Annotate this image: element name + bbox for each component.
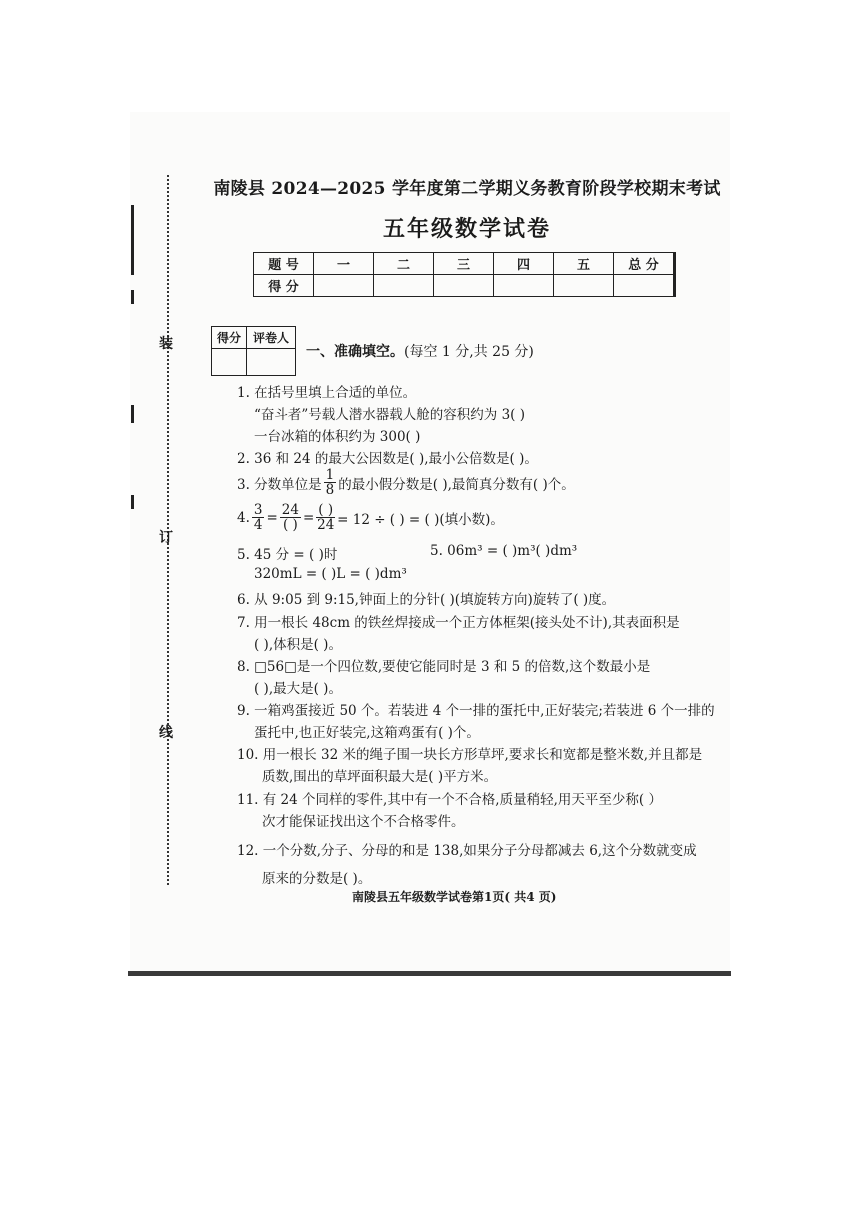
fraction-numerator: 24 <box>281 502 299 518</box>
question-9-line-2: 蛋托中,也正好装完,这箱鸡蛋有( )个。 <box>254 725 480 741</box>
question-12-line-1: 12. 一个分数,分子、分母的和是 138,如果分子分母都减去 6,这个分数就变成 <box>237 843 697 859</box>
score-cell-blank <box>434 275 494 297</box>
question-10-line-1: 10. 用一根长 32 米的绳子围一块长方形草坪,要求长和宽都是整米数,并且都是 <box>237 747 703 763</box>
score-table-header-row <box>254 253 675 275</box>
score-cell: 总 分 <box>614 253 675 275</box>
equals-sign: = <box>266 509 278 526</box>
grader-score-label: 得分 <box>212 327 247 349</box>
score-table-score-row <box>254 275 675 297</box>
fraction-denominator: 24 <box>317 517 335 534</box>
question-1-item-b: 一台冰箱的体积约为 300( ) <box>254 429 421 445</box>
fraction-three-quarters <box>252 503 265 532</box>
score-cell: 五 <box>554 253 614 275</box>
question-10-line-2: 质数,围出的草坪面积最大是( )平方米。 <box>262 769 498 785</box>
score-cell: 得 分 <box>254 275 314 297</box>
question-6: 6. 从 9:05 到 9:15,钟面上的分针( )(填旋转方向)旋转了( )度。 <box>237 592 616 608</box>
exam-subtitle: 五年级数学试卷 <box>382 216 551 242</box>
question-1-item-a: “奋斗者”号载人潜水器载人舱的容积约为 3( ) <box>254 407 526 423</box>
question-1-prompt: 1. 在括号里填上合适的单位。 <box>237 385 417 401</box>
fraction-numerator: 3 <box>253 502 263 518</box>
scan-edge-mark <box>131 405 134 423</box>
page-footer: 南陵县五年级数学试卷第1页( 共4 页) <box>352 890 557 904</box>
question-3-post: 的最小假分数是( ),最简真分数有( )个。 <box>338 476 575 493</box>
score-cell-blank <box>374 275 434 297</box>
binding-char-xian: 线 <box>159 725 173 741</box>
section-heading <box>306 341 534 361</box>
question-4-post: = 12 ÷ ( ) = ( )(填小数)。 <box>337 511 504 528</box>
question-11-line-2: 次才能保证找出这个不合格零件。 <box>262 814 465 830</box>
question-3 <box>237 468 575 497</box>
score-cell-blank <box>494 275 554 297</box>
fraction-numerator: 1 <box>325 467 335 483</box>
question-2: 2. 36 和 24 的最大公因数是( ),最小公倍数是( )。 <box>237 451 538 467</box>
score-cell-blank <box>314 275 374 297</box>
section-title: 一、准确填空。 <box>306 344 404 360</box>
question-7-line-1: 7. 用一根长 48cm 的铁丝焊接成一个正方体框架(接头处不计),其表面积是 <box>237 615 680 631</box>
score-cell: 题 号 <box>254 253 314 275</box>
question-9-line-1: 9. 一箱鸡蛋接近 50 个。若装进 4 个一排的蛋托中,正好装完;若装进 6 个一排的 <box>237 703 715 719</box>
score-cell: 二 <box>374 253 434 275</box>
fraction-denominator: 8 <box>325 482 335 499</box>
question-5-c: 320mL = ( )L = ( )dm³ <box>254 566 407 582</box>
score-cell-blank <box>554 275 614 297</box>
grader-score-blank <box>212 349 247 376</box>
question-8-line-2: ( ),最大是( )。 <box>254 681 342 697</box>
fraction-one-eighth <box>324 468 337 497</box>
question-4-number: 4. <box>237 509 250 526</box>
scan-edge-mark <box>131 290 134 304</box>
binding-char-zhuang: 装 <box>159 336 173 352</box>
page-bottom-rule <box>128 971 731 976</box>
score-cell: 一 <box>314 253 374 275</box>
question-12-line-2: 原来的分数是( )。 <box>262 871 372 887</box>
fraction-blank-over-24 <box>316 503 335 532</box>
scan-edge-mark <box>131 205 134 275</box>
grader-name-label: 评卷人 <box>247 327 296 349</box>
question-5-a: 5. 45 分 = ( )时 <box>237 547 338 563</box>
fraction-numerator: ( ) <box>318 502 334 518</box>
question-4 <box>237 503 504 532</box>
question-3-pre: 3. 分数单位是 <box>237 476 322 493</box>
question-5-b: 5. 06m³ = ( )m³( )dm³ <box>430 543 578 559</box>
grader-name-blank <box>247 349 296 376</box>
exam-title: 南陵县 2024—2025 学年度第二学期义务教育阶段学校期末考试 <box>213 179 721 199</box>
grader-box <box>211 326 296 376</box>
score-table <box>253 252 676 297</box>
scan-edge-mark <box>131 495 134 509</box>
fraction-denominator: ( ) <box>282 517 298 534</box>
question-11-line-1: 11. 有 24 个同样的零件,其中有一个不合格,质量稍轻,用天平至少称( ） <box>237 792 662 808</box>
binding-char-ding: 订 <box>159 530 173 546</box>
question-8-line-1: 8. □56□是一个四位数,要使它能同时是 3 和 5 的倍数,这个数最小是 <box>237 659 651 675</box>
section-note: (每空 1 分,共 25 分) <box>404 344 534 360</box>
equals-sign: = <box>302 509 315 526</box>
fraction-denominator: 4 <box>253 517 263 534</box>
score-cell: 三 <box>434 253 494 275</box>
score-cell-blank <box>614 275 675 297</box>
score-cell: 四 <box>494 253 554 275</box>
fraction-24-over-blank <box>280 503 301 532</box>
question-7-line-2: ( ),体积是( )。 <box>254 637 342 653</box>
